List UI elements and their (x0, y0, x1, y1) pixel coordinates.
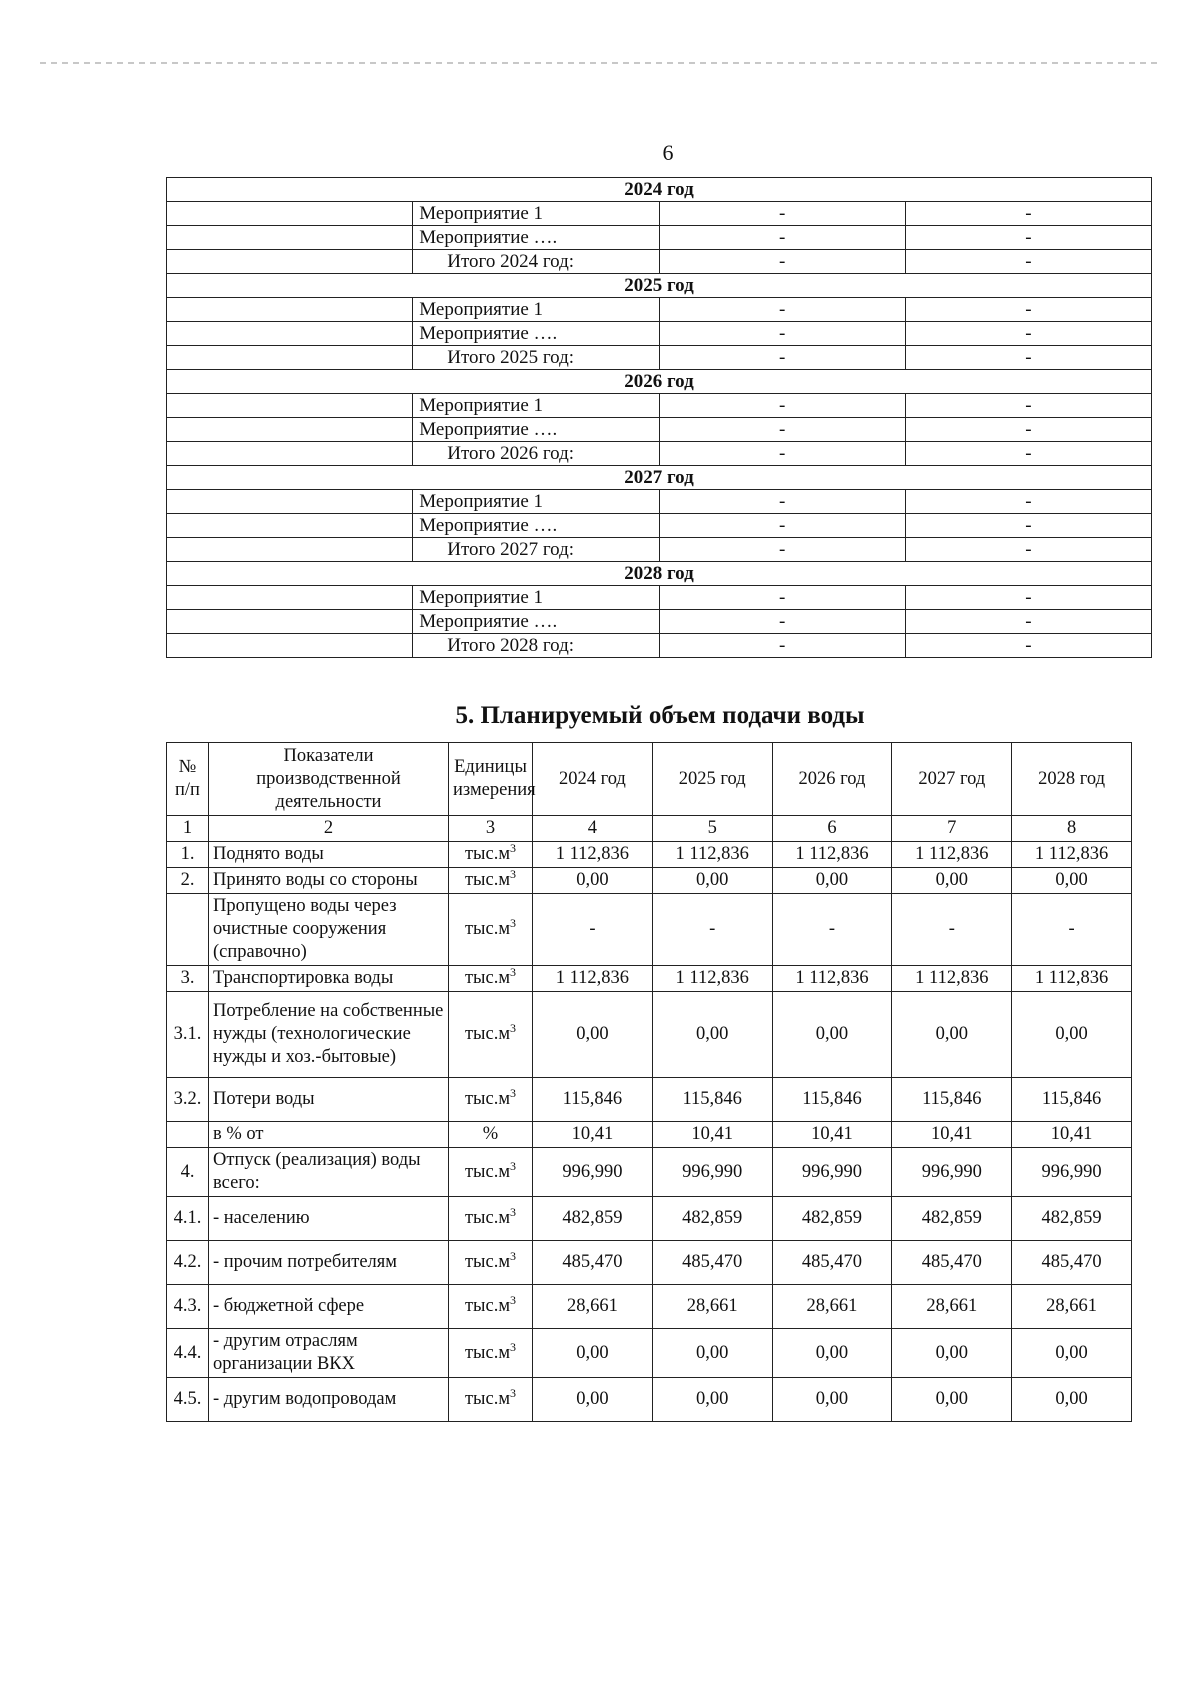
table-row (167, 1329, 1132, 1378)
unit-text: тыс.м (464, 1161, 511, 1182)
row-value: 0,00 (533, 868, 653, 894)
row-value: 0,00 (1012, 992, 1132, 1078)
event-name: Мероприятие 1 (413, 202, 659, 226)
row-value: 482,859 (1012, 1197, 1132, 1241)
column-number: 1 (167, 816, 209, 842)
event-num-cell (167, 226, 413, 250)
event-name: Мероприятие 1 (413, 394, 659, 418)
row-value: 1 112,836 (772, 842, 892, 868)
header-year: 2028 год (1012, 743, 1132, 816)
event-value: - (659, 418, 905, 442)
page-number: 6 (662, 140, 674, 165)
unit-superscript: 3 (510, 866, 517, 881)
event-value: - (905, 322, 1151, 346)
event-value: - (659, 322, 905, 346)
row-value: 485,470 (892, 1241, 1012, 1285)
event-value: - (905, 346, 1151, 370)
row-indicator: - другим водопроводам (209, 1378, 449, 1422)
column-number: 6 (772, 816, 892, 842)
row-value: 996,990 (533, 1148, 653, 1197)
events-table (166, 177, 1152, 658)
year-label: 2025 год (167, 274, 1152, 298)
event-num-cell (167, 514, 413, 538)
row-value: 115,846 (652, 1078, 772, 1122)
event-num-cell (167, 202, 413, 226)
event-name: Мероприятие 1 (413, 298, 659, 322)
row-value: 485,470 (772, 1241, 892, 1285)
row-unit (449, 868, 533, 894)
row-value: 485,470 (652, 1241, 772, 1285)
row-number: 1. (167, 842, 209, 868)
year-header-row (167, 274, 1152, 298)
event-total-label: Итого 2024 год: (413, 250, 659, 274)
event-value: - (659, 250, 905, 274)
event-num-cell (167, 394, 413, 418)
row-value: 485,470 (533, 1241, 653, 1285)
row-unit (449, 1197, 533, 1241)
event-value: - (659, 610, 905, 634)
year-header-row (167, 562, 1152, 586)
row-unit (449, 1378, 533, 1422)
event-value: - (905, 538, 1151, 562)
event-row (167, 418, 1152, 442)
row-indicator: Пропущено воды через очистные сооружения (справочно) (209, 894, 449, 966)
event-num-cell (167, 586, 413, 610)
row-value: 1 112,836 (1012, 966, 1132, 992)
row-value: 0,00 (892, 868, 1012, 894)
row-value: 0,00 (892, 1329, 1012, 1378)
event-row (167, 226, 1152, 250)
row-value: - (772, 894, 892, 966)
row-indicator: Поднято воды (209, 842, 449, 868)
row-value: 0,00 (772, 992, 892, 1078)
year-header-row (167, 178, 1152, 202)
row-value: 482,859 (892, 1197, 1012, 1241)
table-row (167, 1378, 1132, 1422)
event-value: - (905, 490, 1151, 514)
row-value: 0,00 (533, 992, 653, 1078)
row-unit (449, 1148, 533, 1197)
row-value: 0,00 (772, 1329, 892, 1378)
row-value: 0,00 (652, 868, 772, 894)
event-name: Мероприятие …. (413, 418, 659, 442)
unit-text: тыс.м (464, 919, 511, 939)
event-value: - (905, 250, 1151, 274)
row-value: 1 112,836 (772, 966, 892, 992)
row-value: 10,41 (652, 1122, 772, 1148)
unit-superscript: 3 (510, 1292, 517, 1307)
row-value: 996,990 (652, 1148, 772, 1197)
column-number: 2 (209, 816, 449, 842)
unit-text: тыс.м (464, 1389, 511, 1409)
event-value: - (905, 442, 1151, 466)
row-value: 482,859 (772, 1197, 892, 1241)
year-header-row (167, 370, 1152, 394)
event-value: - (905, 514, 1151, 538)
row-value: 0,00 (1012, 1378, 1132, 1422)
event-value: - (659, 538, 905, 562)
event-total-label: Итого 2027 год: (413, 538, 659, 562)
year-header-row (167, 466, 1152, 490)
table-row (167, 1197, 1132, 1241)
row-value: 115,846 (1012, 1078, 1132, 1122)
year-label: 2027 год (167, 466, 1152, 490)
row-indicator: Транспортировка воды (209, 966, 449, 992)
year-label: 2028 год (167, 562, 1152, 586)
row-value: - (533, 894, 653, 966)
row-value: 482,859 (533, 1197, 653, 1241)
row-number: 4.3. (167, 1285, 209, 1329)
row-value: 1 112,836 (652, 966, 772, 992)
row-value: 0,00 (652, 1378, 772, 1422)
row-value: 28,661 (772, 1285, 892, 1329)
event-row (167, 394, 1152, 418)
row-value: - (1012, 894, 1132, 966)
row-unit (449, 1285, 533, 1329)
table-row (167, 1148, 1132, 1197)
header-unit: Единицы измерения (449, 743, 533, 816)
row-value: 115,846 (772, 1078, 892, 1122)
event-num-cell (167, 442, 413, 466)
unit-superscript: 3 (510, 1385, 517, 1400)
event-num-cell (167, 418, 413, 442)
row-value: 996,990 (892, 1148, 1012, 1197)
event-row (167, 442, 1152, 466)
column-number: 7 (892, 816, 1012, 842)
row-value: 0,00 (892, 1378, 1012, 1422)
year-label: 2024 год (167, 178, 1152, 202)
row-indicator: - другим отраслям организации ВКХ (209, 1329, 449, 1378)
unit-text: тыс.м (464, 1342, 511, 1363)
event-row (167, 610, 1152, 634)
event-row (167, 490, 1152, 514)
unit-superscript: 3 (510, 1020, 517, 1035)
row-value: 1 112,836 (892, 966, 1012, 992)
row-value: 996,990 (1012, 1148, 1132, 1197)
event-row (167, 346, 1152, 370)
row-indicator: - бюджетной сфере (209, 1285, 449, 1329)
event-row (167, 538, 1152, 562)
row-number: 4.5. (167, 1378, 209, 1422)
year-label: 2026 год (167, 370, 1152, 394)
event-num-cell (167, 322, 413, 346)
row-value: 115,846 (533, 1078, 653, 1122)
event-row (167, 586, 1152, 610)
row-indicator: - населению (209, 1197, 449, 1241)
unit-text: тыс.м (464, 1024, 511, 1044)
row-indicator: Принято воды со стороны (209, 868, 449, 894)
event-row (167, 250, 1152, 274)
row-value: 28,661 (533, 1285, 653, 1329)
unit-text: тыс.м (464, 844, 511, 864)
row-value: 996,990 (772, 1148, 892, 1197)
row-number: 4.1. (167, 1197, 209, 1241)
row-indicator: Потери воды (209, 1078, 449, 1122)
row-value: 1 112,836 (533, 966, 653, 992)
unit-text: тыс.м (464, 968, 511, 988)
unit-superscript: 3 (510, 1339, 517, 1354)
column-number: 8 (1012, 816, 1132, 842)
row-indicator: Потребление на собственные нужды (технологические нужды и хоз.-бытовые) (209, 992, 449, 1078)
event-num-cell (167, 610, 413, 634)
event-num-cell (167, 634, 413, 658)
column-number-row (167, 816, 1132, 842)
event-value: - (659, 298, 905, 322)
row-unit (449, 1122, 533, 1148)
unit-text: тыс.м (464, 1208, 511, 1228)
row-value: 0,00 (1012, 868, 1132, 894)
row-indicator: Отпуск (реализация) воды всего: (209, 1148, 449, 1197)
header-num: № п/п (167, 743, 209, 816)
event-num-cell (167, 538, 413, 562)
row-value: 0,00 (772, 1378, 892, 1422)
event-total-label: Итого 2026 год: (413, 442, 659, 466)
row-value: 10,41 (533, 1122, 653, 1148)
row-indicator: - прочим потребителям (209, 1241, 449, 1285)
row-unit (449, 1241, 533, 1285)
unit-superscript: 3 (510, 1204, 517, 1219)
header-indicator: Показатели производственной деятельности (209, 743, 449, 816)
row-number (167, 1122, 209, 1148)
row-indicator: в % от (209, 1122, 449, 1148)
row-value: 28,661 (1012, 1285, 1132, 1329)
unit-superscript: 3 (510, 1158, 517, 1173)
event-name: Мероприятие 1 (413, 586, 659, 610)
row-value: 1 112,836 (892, 842, 1012, 868)
row-value: 482,859 (652, 1197, 772, 1241)
unit-superscript: 3 (510, 1248, 517, 1263)
row-value: 0,00 (892, 992, 1012, 1078)
row-value: 0,00 (533, 1329, 653, 1378)
row-value: 115,846 (892, 1078, 1012, 1122)
row-number: 3.1. (167, 992, 209, 1078)
event-row (167, 322, 1152, 346)
unit-text: % (482, 1124, 499, 1144)
row-number (167, 894, 209, 966)
unit-text: тыс.м (464, 870, 511, 890)
header-row (167, 743, 1132, 816)
row-unit (449, 1078, 533, 1122)
header-year: 2024 год (533, 743, 653, 816)
row-unit (449, 842, 533, 868)
scan-artifact-line (40, 62, 1160, 64)
event-value: - (905, 226, 1151, 250)
row-number: 4.2. (167, 1241, 209, 1285)
event-value: - (905, 634, 1151, 658)
row-unit (449, 1329, 533, 1378)
column-number: 5 (652, 816, 772, 842)
row-value: 28,661 (892, 1285, 1012, 1329)
event-value: - (905, 418, 1151, 442)
row-number: 2. (167, 868, 209, 894)
event-num-cell (167, 490, 413, 514)
column-number: 3 (449, 816, 533, 842)
row-value: 10,41 (772, 1122, 892, 1148)
header-year: 2025 год (652, 743, 772, 816)
event-name: Мероприятие …. (413, 610, 659, 634)
row-unit (449, 966, 533, 992)
row-value: - (652, 894, 772, 966)
event-value: - (659, 394, 905, 418)
row-value: 0,00 (533, 1378, 653, 1422)
row-value: 0,00 (652, 992, 772, 1078)
event-value: - (905, 586, 1151, 610)
table-row (167, 1078, 1132, 1122)
event-value: - (905, 202, 1151, 226)
event-num-cell (167, 298, 413, 322)
unit-text: тыс.м (464, 1089, 511, 1109)
table-row (167, 842, 1132, 868)
event-value: - (659, 226, 905, 250)
event-num-cell (167, 250, 413, 274)
header-year: 2026 год (772, 743, 892, 816)
table-row (167, 966, 1132, 992)
row-value: 10,41 (1012, 1122, 1132, 1148)
row-value: 10,41 (892, 1122, 1012, 1148)
row-unit (449, 894, 533, 966)
event-name: Мероприятие …. (413, 514, 659, 538)
event-row (167, 514, 1152, 538)
table-row (167, 1122, 1132, 1148)
row-value: 0,00 (652, 1329, 772, 1378)
row-value: 28,661 (652, 1285, 772, 1329)
table-row (167, 894, 1132, 966)
event-total-label: Итого 2025 год: (413, 346, 659, 370)
unit-text: тыс.м (464, 1252, 511, 1272)
row-number: 4.4. (167, 1329, 209, 1378)
event-value: - (659, 514, 905, 538)
event-name: Мероприятие …. (413, 322, 659, 346)
row-value: 1 112,836 (652, 842, 772, 868)
table-row (167, 992, 1132, 1078)
event-row (167, 634, 1152, 658)
event-num-cell (167, 346, 413, 370)
unit-superscript: 3 (510, 840, 517, 855)
row-value: - (892, 894, 1012, 966)
event-name: Мероприятие …. (413, 226, 659, 250)
event-value: - (905, 298, 1151, 322)
event-row (167, 202, 1152, 226)
event-value: - (905, 394, 1151, 418)
table-row (167, 868, 1132, 894)
unit-text: тыс.м (464, 1296, 511, 1316)
event-value: - (659, 490, 905, 514)
row-value: 1 112,836 (533, 842, 653, 868)
water-supply-table (166, 742, 1132, 1422)
unit-superscript: 3 (510, 915, 517, 930)
event-value: - (659, 586, 905, 610)
header-year: 2027 год (892, 743, 1012, 816)
event-total-label: Итого 2028 год: (413, 634, 659, 658)
row-number: 4. (167, 1148, 209, 1197)
row-number: 3. (167, 966, 209, 992)
table-row (167, 1241, 1132, 1285)
row-unit (449, 992, 533, 1078)
unit-superscript: 3 (510, 1085, 517, 1100)
event-name: Мероприятие 1 (413, 490, 659, 514)
unit-superscript: 3 (510, 964, 517, 979)
section-title: 5. Планируемый объем подачи воды (455, 702, 865, 729)
row-value: 1 112,836 (1012, 842, 1132, 868)
row-value: 0,00 (772, 868, 892, 894)
event-value: - (659, 202, 905, 226)
column-number: 4 (533, 816, 653, 842)
event-value: - (659, 634, 905, 658)
row-number: 3.2. (167, 1078, 209, 1122)
row-value: 485,470 (1012, 1241, 1132, 1285)
row-value: 0,00 (1012, 1329, 1132, 1378)
event-value: - (905, 610, 1151, 634)
event-value: - (659, 346, 905, 370)
table-row (167, 1285, 1132, 1329)
event-row (167, 298, 1152, 322)
event-value: - (659, 442, 905, 466)
